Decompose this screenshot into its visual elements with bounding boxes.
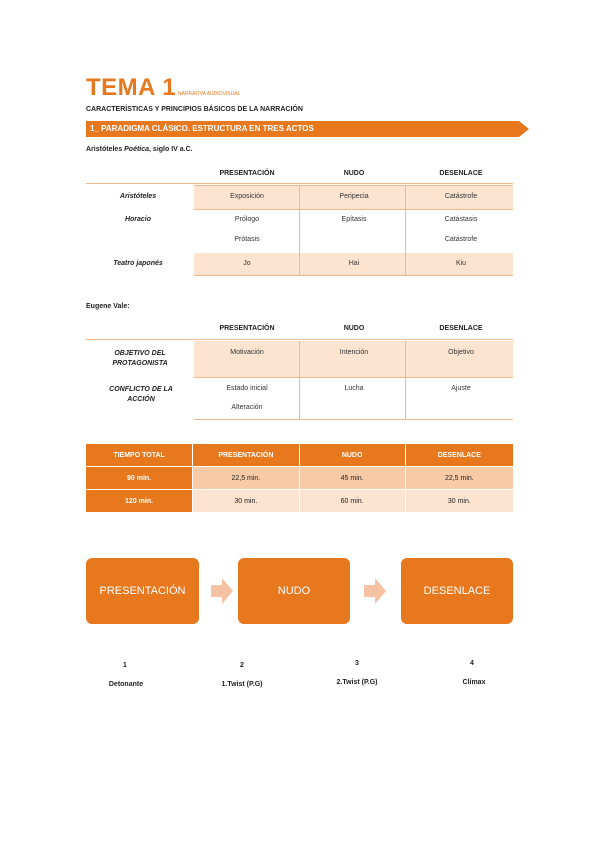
step-label: 1.Twist (P.G)	[221, 681, 263, 688]
table-cell: Alteración	[231, 404, 263, 411]
table-cell: Catástrofe	[444, 236, 478, 243]
table-cell: 90 min.	[86, 467, 193, 490]
table-header: NUDO	[299, 444, 405, 467]
table-cell: Peripecia	[339, 193, 369, 200]
table-cell: Catástrofe	[444, 193, 478, 200]
divider	[299, 341, 300, 419]
subject-tag: NARRATIVA AUDIOVISUAL	[178, 91, 241, 97]
table-header: PRESENTACIÓN	[193, 444, 299, 467]
step-number: 4	[470, 660, 474, 667]
s1-header-desenlace: DESENLACE	[439, 170, 483, 177]
table-cell: Objetivo	[448, 349, 474, 356]
page-title: TEMA 1	[86, 74, 177, 101]
step-number: 1	[123, 662, 127, 669]
table-cell: 22,5 min.	[405, 467, 513, 490]
flow-box-desenlace: DESENLACE	[401, 558, 513, 624]
table-cell: Kiu	[455, 260, 467, 267]
table-cell: Ajuste	[451, 385, 471, 392]
arrow-right-icon	[364, 578, 386, 604]
arrow-right-icon	[211, 578, 233, 604]
banner-text: 1_ PARADIGMA CLÁSICO. ESTRUCTURA EN TRES ACTOS	[90, 124, 314, 133]
table-cell: Motivación	[230, 349, 264, 356]
source-aristoteles: Aristóteles Poética, siglo IV a.C.	[86, 146, 193, 153]
table-cell: Prólogo	[234, 216, 260, 223]
table-header: TIEMPO TOTAL	[86, 444, 193, 467]
row-label: Aristóteles	[119, 193, 157, 200]
divider	[299, 185, 300, 275]
table-row-bg	[194, 341, 513, 378]
s1-header-presentacion: PRESENTACIÓN	[219, 170, 275, 177]
s2-header-presentacion: PRESENTACIÓN	[219, 325, 275, 332]
step-label: Clímax	[462, 679, 486, 686]
table-cell: Prótasis	[234, 236, 260, 243]
row-label: Horacio	[124, 216, 152, 223]
table-row	[86, 490, 513, 513]
source-vale: Eugene Vale:	[86, 303, 130, 310]
divider	[405, 185, 406, 275]
table-cell: 30 min.	[405, 490, 513, 513]
divider	[405, 341, 406, 419]
step-number: 2	[240, 662, 244, 669]
table-cell: Catástasis	[444, 216, 478, 223]
table-cell: 45 min.	[299, 467, 405, 490]
divider	[86, 339, 513, 340]
row-label: CONFLICTO DE LA ACCIÓN	[109, 386, 173, 403]
time-table	[86, 444, 513, 512]
s1-header-nudo: NUDO	[343, 170, 365, 177]
row-label: OBJETIVO DEL PROTAGONISTA	[112, 350, 168, 367]
s2-header-nudo: NUDO	[343, 325, 365, 332]
flow-box-presentacion: PRESENTACIÓN	[86, 558, 199, 624]
table-cell: 120 min.	[86, 490, 193, 513]
step-label: 2.Twist (P.G)	[336, 679, 378, 686]
table-cell: Epítasis	[341, 216, 367, 223]
table-row-bg	[194, 377, 513, 420]
table-cell: Jo	[243, 260, 251, 267]
table-row	[86, 467, 513, 490]
row-label: Teatro japonés	[113, 260, 163, 267]
step-number: 3	[355, 660, 359, 667]
table-cell: Exposición	[230, 193, 264, 200]
table-cell: 30 min.	[193, 490, 299, 513]
section-subtitle: CARACTERÍSTICAS Y PRINCIPIOS BÁSICOS DE LA NARRACIÓN	[86, 106, 303, 113]
step-label: Detonante	[108, 681, 144, 688]
divider	[86, 183, 513, 184]
table-cell: Estado inicial	[226, 385, 268, 392]
table-header: DESENLACE	[437, 451, 481, 459]
table-cell: Lucha	[344, 385, 364, 392]
s2-header-desenlace: DESENLACE	[439, 325, 483, 332]
table-cell: Intención	[339, 349, 369, 356]
flow-box-nudo: NUDO	[238, 558, 350, 624]
table-cell: 60 min.	[299, 490, 405, 513]
table-cell: Hai	[348, 260, 360, 267]
table-cell: 22,5 min.	[193, 467, 299, 490]
